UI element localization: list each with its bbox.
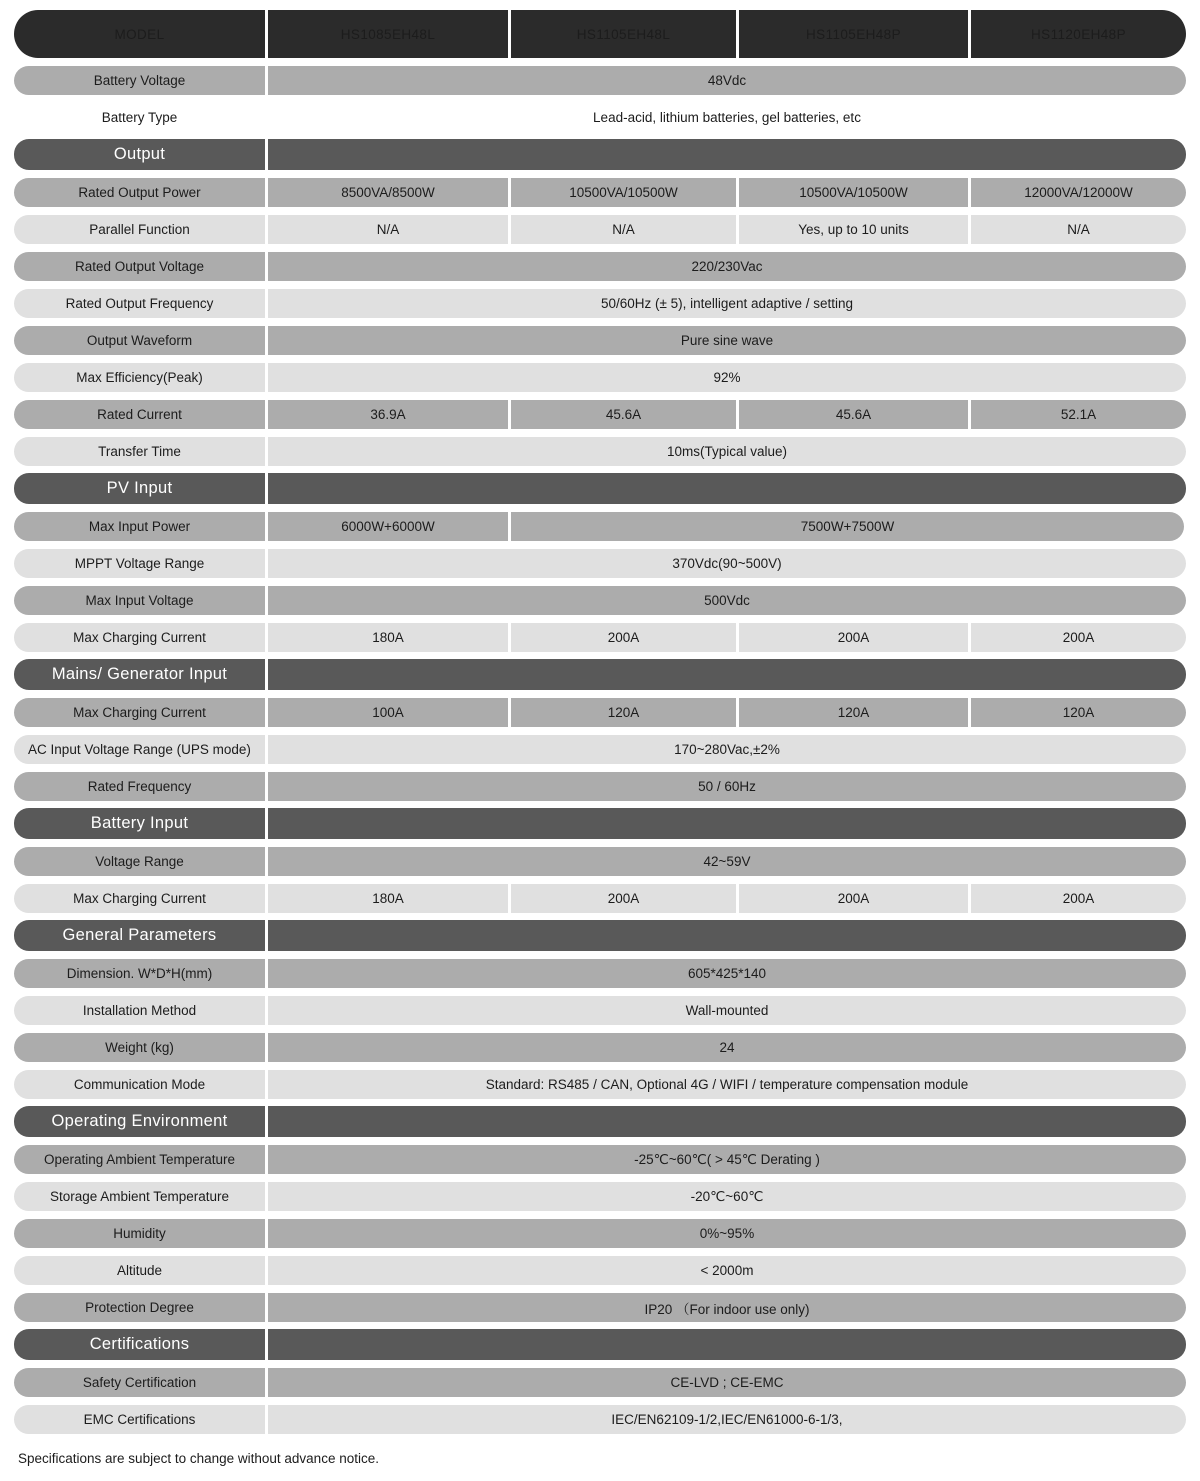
spec-row [14, 1219, 1186, 1248]
row-label: Installation Method [14, 996, 265, 1025]
row-label: Storage Ambient Temperature [14, 1182, 265, 1211]
section-header-band [268, 659, 1186, 690]
row-value-merged: 42~59V [268, 847, 1186, 876]
spec-row [14, 437, 1186, 466]
spec-row [14, 1256, 1186, 1285]
row-value: 180A [268, 884, 508, 913]
spec-row [14, 884, 1186, 913]
section-header-label: Battery Input [14, 808, 265, 839]
row-value-merged: IEC/EN62109-1/2,IEC/EN61000-6-1/3, [268, 1405, 1186, 1434]
spec-row [14, 103, 1186, 132]
row-value-merged: Lead-acid, lithium batteries, gel batteries, etc [593, 110, 861, 125]
row-value: 200A [511, 623, 736, 652]
section-header-band [268, 1329, 1186, 1360]
row-label: Protection Degree [14, 1293, 265, 1322]
row-value-merged: 50/60Hz (± 5), intelligent adaptive / setting [268, 289, 1186, 318]
row-value: 120A [739, 698, 968, 727]
spec-row [14, 363, 1186, 392]
model-column-header: HS1085EH48L [268, 10, 508, 58]
row-label: Max Charging Current [14, 623, 265, 652]
section-row [14, 920, 1186, 951]
section-header-label: PV Input [14, 473, 265, 504]
row-value-merged: 370Vdc(90~500V) [268, 549, 1186, 578]
section-header-label: Output [14, 139, 265, 170]
section-row [14, 473, 1186, 504]
row-value: 36.9A [268, 400, 508, 429]
spec-row [14, 400, 1186, 429]
row-label: Max Efficiency(Peak) [14, 363, 265, 392]
row-label: AC Input Voltage Range (UPS mode) [14, 735, 265, 764]
row-value: 200A [739, 623, 968, 652]
spec-row [14, 1293, 1186, 1322]
model-header-label: MODEL [14, 10, 265, 58]
row-value-merged: -20℃~60℃ [268, 1182, 1186, 1211]
row-value: 52.1A [971, 400, 1186, 429]
row-label: Rated Output Voltage [14, 252, 265, 281]
row-value-merged: 50 / 60Hz [268, 772, 1186, 801]
row-label: Safety Certification [14, 1368, 265, 1397]
row-label: Rated Current [14, 400, 265, 429]
section-header-band [268, 920, 1186, 951]
row-value-merged: IP20 （For indoor use only) [268, 1293, 1186, 1322]
row-label: Rated Frequency [14, 772, 265, 801]
row-value-merged: 605*425*140 [268, 959, 1186, 988]
section-header-band [268, 139, 1186, 170]
row-label: Battery Voltage [14, 66, 265, 95]
row-value-merged: < 2000m [268, 1256, 1186, 1285]
spec-row [14, 847, 1186, 876]
spec-row [14, 959, 1186, 988]
spec-row [14, 698, 1186, 727]
row-value-merged: Standard: RS485 / CAN, Optional 4G / WIFI / temperature compensation module [268, 1070, 1186, 1099]
row-value: 12000VA/12000W [971, 178, 1186, 207]
row-label: Weight (kg) [14, 1033, 265, 1062]
spec-row [14, 512, 1186, 541]
row-value-merged: Wall-mounted [268, 996, 1186, 1025]
row-label: MPPT Voltage Range [14, 549, 265, 578]
row-label: Rated Output Frequency [14, 289, 265, 318]
row-value-merged: 500Vdc [268, 586, 1186, 615]
row-label: Output Waveform [14, 326, 265, 355]
row-value-merged: Pure sine wave [268, 326, 1186, 355]
row-value: N/A [511, 215, 736, 244]
spec-row [14, 252, 1186, 281]
spec-row [14, 586, 1186, 615]
model-column-header: HS1105EH48P [739, 10, 968, 58]
spec-row [14, 178, 1186, 207]
spec-row [14, 289, 1186, 318]
row-label: Max Input Voltage [14, 586, 265, 615]
spec-table-body [14, 66, 1186, 1434]
spec-row [14, 772, 1186, 801]
spec-row [14, 1070, 1186, 1099]
row-value: 200A [971, 623, 1186, 652]
section-row [14, 659, 1186, 690]
row-value-merged: 24 [268, 1033, 1186, 1062]
spec-row [14, 1145, 1186, 1174]
section-header-label: Operating Environment [14, 1106, 265, 1137]
row-value: 200A [511, 884, 736, 913]
row-value: 120A [971, 698, 1186, 727]
section-header-band [268, 473, 1186, 504]
spec-row [14, 1033, 1186, 1062]
spec-row [14, 996, 1186, 1025]
row-value: 100A [268, 698, 508, 727]
row-value: 180A [268, 623, 508, 652]
row-value: 45.6A [739, 400, 968, 429]
row-value: Yes, up to 10 units [739, 215, 968, 244]
row-value: N/A [971, 215, 1186, 244]
row-value: 6000W+6000W [268, 512, 508, 541]
row-value-merged: 170~280Vac,±2% [268, 735, 1186, 764]
row-label: Operating Ambient Temperature [14, 1145, 265, 1174]
row-value: 45.6A [511, 400, 736, 429]
model-header-row [14, 10, 1186, 58]
spec-row [14, 1405, 1186, 1434]
row-label: EMC Certifications [14, 1405, 265, 1434]
section-header-label: Certifications [14, 1329, 265, 1360]
section-row [14, 1329, 1186, 1360]
section-header-label: Mains/ Generator Input [14, 659, 265, 690]
row-value: N/A [268, 215, 508, 244]
row-label: Humidity [14, 1219, 265, 1248]
row-label: Dimension. W*D*H(mm) [14, 959, 265, 988]
row-value-merged: 0%~95% [268, 1219, 1186, 1248]
section-row [14, 139, 1186, 170]
row-label: Max Input Power [14, 512, 265, 541]
row-label: Battery Type [101, 110, 178, 125]
row-label: Altitude [14, 1256, 265, 1285]
row-label: Transfer Time [14, 437, 265, 466]
spec-row [14, 326, 1186, 355]
footer-disclaimer: Specifications are subject to change without advance notice. [18, 1451, 379, 1466]
spec-row [14, 623, 1186, 652]
row-value: 200A [739, 884, 968, 913]
spec-row [14, 1182, 1186, 1211]
row-label: Voltage Range [14, 847, 265, 876]
row-value-merged: 48Vdc [268, 66, 1186, 95]
spec-row [14, 549, 1186, 578]
row-value-merged: CE-LVD ; CE-EMC [268, 1368, 1186, 1397]
row-label: Communication Mode [14, 1070, 265, 1099]
section-row [14, 808, 1186, 839]
row-value-merged: 7500W+7500W [511, 512, 1184, 541]
row-value-merged: -25℃~60℃( > 45℃ Derating ) [268, 1145, 1186, 1174]
row-label: Max Charging Current [14, 884, 265, 913]
row-label: Parallel Function [14, 215, 265, 244]
spec-row [14, 66, 1186, 95]
model-column-header: HS1120EH48P [971, 10, 1186, 58]
spec-row [14, 215, 1186, 244]
row-label: Rated Output Power [14, 178, 265, 207]
row-value-merged: 220/230Vac [268, 252, 1186, 281]
model-column-header: HS1105EH48L [511, 10, 736, 58]
row-value: 120A [511, 698, 736, 727]
section-header-band [268, 1106, 1186, 1137]
row-label: Max Charging Current [14, 698, 265, 727]
row-value-merged: 10ms(Typical value) [268, 437, 1186, 466]
row-value: 10500VA/10500W [511, 178, 736, 207]
section-row [14, 1106, 1186, 1137]
row-value: 10500VA/10500W [739, 178, 968, 207]
spec-row [14, 735, 1186, 764]
row-value: 200A [971, 884, 1186, 913]
row-value-merged: 92% [268, 363, 1186, 392]
section-header-label: General Parameters [14, 920, 265, 951]
section-header-band [268, 808, 1186, 839]
row-value: 8500VA/8500W [268, 178, 508, 207]
spec-row [14, 1368, 1186, 1397]
